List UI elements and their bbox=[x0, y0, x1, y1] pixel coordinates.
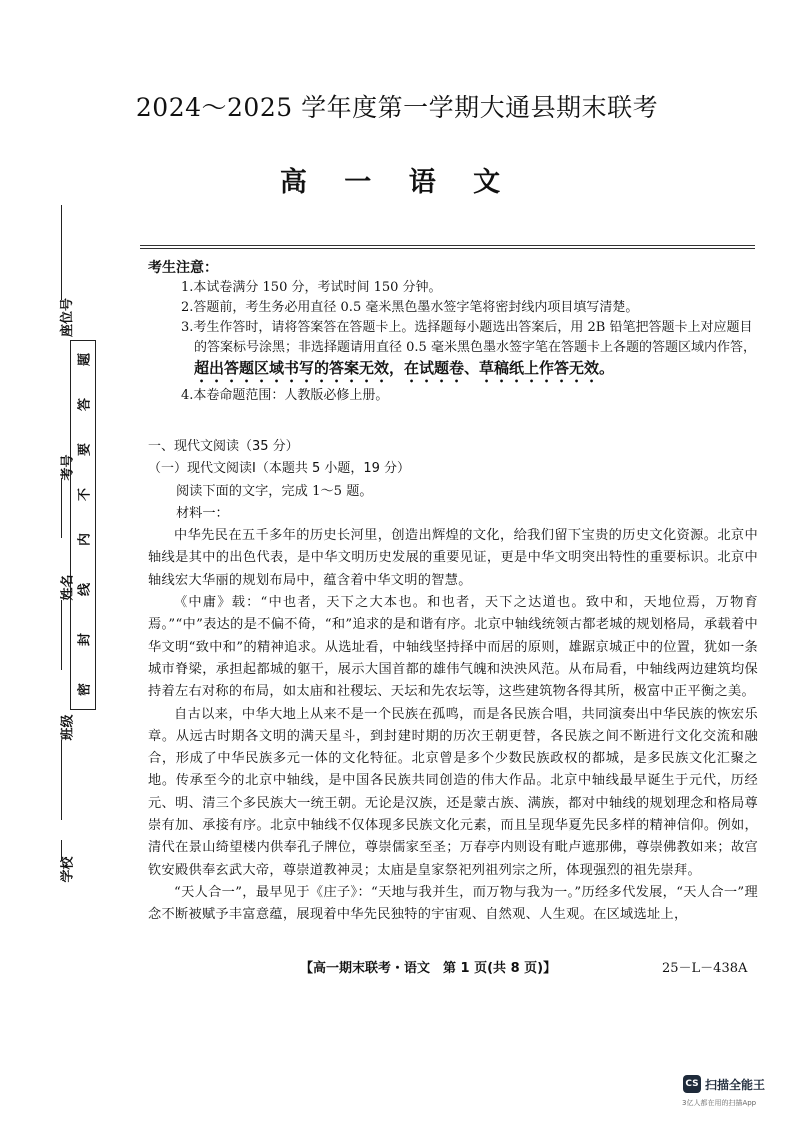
seal-char: 题 bbox=[77, 353, 93, 367]
seat-number-label: 座位号 bbox=[60, 297, 76, 338]
paragraph: 自古以来，中华大地上从来不是一个民族在孤鸣，而是各民族合唱，共同演奏出中华民族的恢宏乐章。从远古时期各文明的满天星斗，到封建时期的历次王朝更替，各民族之间不断进行文化交流和融合，形成了中华民族多元一体的文化特征。北京曾是多个少数民族政权的都城，是多民族文化汇聚之地。传承至今的北京中轴线，是中国各民族共同创造的伟大作品。北京中轴线最早诞生于元代，历经元、明、清三个多民族大一统王朝。无论是汉族，还是蒙古族、满族，都对中轴线的规划理念和格局尊崇有加、承接有序。北京中轴线不仅体现多民族文化元素，而且呈现华夏先民多样的精神信仰。例如，清代在景山绮望楼内供奉孔子牌位，尊崇儒家至圣；万春亭内则设有毗卢遮那佛，尊崇佛教如来；故宫钦安殿供奉玄武大帝，尊崇道教神灵；太庙是皇家祭祀列祖列宗之所，体现强烈的祖先崇拜。 bbox=[148, 706, 758, 878]
seal-char: 封 bbox=[77, 633, 93, 647]
scanner-app-name: 扫描全能王 bbox=[705, 1078, 766, 1092]
candidate-notice bbox=[148, 258, 758, 406]
paragraph: 中华先民在五千多年的历史长河里，创造出辉煌的文化，给我们留下宝贵的历史文化资源。北京中轴线是其中的出色代表，是中华文明历史发展的重要见证，更是中华文明突出特性的重要标识。北京中轴线宏大华丽的规划布局中，蕴含着中华文明的智慧。 bbox=[148, 528, 758, 588]
seat-number-line bbox=[61, 205, 62, 300]
name-line bbox=[61, 600, 62, 670]
seal-char: 答 bbox=[77, 398, 93, 412]
notice-item: 1.本试卷满分 150 分，考试时间 150 分钟。 bbox=[181, 280, 442, 295]
scanner-slogan: 3亿人都在用的扫描App bbox=[682, 1099, 757, 1107]
school-label: 学校 bbox=[60, 856, 76, 883]
class-label: 班级 bbox=[60, 714, 76, 741]
seal-char: 密 bbox=[77, 683, 93, 697]
notice-emphasis: 超出答题区域书写的答案无效，在试题卷、草稿纸上作答无效。 bbox=[194, 359, 615, 377]
seal-char: 要 bbox=[77, 443, 93, 457]
seal-char: 不 bbox=[77, 488, 93, 502]
paragraph: “天人合一”，最早见于《庄子》：“天地与我并生，而万物与我为一。”历经多代发展，“天人合一”理念不断被赋予丰富意蕴，展现着中华先民独特的宇宙观、自然观、人生观。在区域选址上， bbox=[148, 884, 758, 923]
scanner-logo-icon: CS bbox=[683, 1075, 701, 1093]
subsection-heading: （一）现代文阅读Ⅰ（本题共 5 小题，19 分） bbox=[148, 461, 411, 477]
subject-title: 高 一 语 文 bbox=[279, 167, 515, 198]
notice-item: 4.本卷命题范围：人教版必修上册。 bbox=[181, 388, 389, 403]
exam-number-label: 考号 bbox=[60, 454, 76, 481]
section-heading: 一、现代文阅读（35 分） bbox=[148, 439, 299, 454]
header-rule bbox=[140, 245, 755, 249]
seal-char: 线 bbox=[77, 583, 93, 597]
name-label: 姓名 bbox=[60, 574, 76, 601]
exam-number-line bbox=[61, 478, 62, 538]
class-line bbox=[61, 740, 62, 820]
paragraph: 《中庸》载：“中也者，天下之大本也。和也者，天下之达道也。致中和，天地位焉，万物育焉。”“中”表达的是不偏不倚，“和”追求的是和谐有序。北京中轴线统领古都老城的规划格局，承载着中华文明“致中和”的精神追求。从选址看，中轴线坚持择中而居的原则，雄踞京城正中的位置，犹如一条城市脊梁，承担起都城的躯干，展示大国首都的雄伟气魄和泱泱风范。从布局看，中轴线两边建筑均保持着左右对称的布局，如太庙和社稷坛、天坛和先农坛等，这些建筑物各得其所，极富中正平衡之美。 bbox=[148, 595, 758, 700]
material-label: 材料一： bbox=[176, 505, 229, 521]
paper-code: 25－L－438A bbox=[662, 961, 748, 976]
seal-char: 内 bbox=[77, 533, 93, 547]
instruction: 阅读下面的文字，完成 1～5 题。 bbox=[176, 483, 373, 499]
reading-section bbox=[148, 436, 758, 927]
notice-item-text: 3.考生作答时，请将答案答在答题卡上。选择题每小题选出答案后，用 2B 铅笔把答题卡上对应题目的答案标号涂黑；非选择题请用直径 0.5 毫米黑色墨水签字笔在答题卡上各题的答题区域内作答， bbox=[181, 320, 756, 355]
notice-item bbox=[148, 318, 758, 386]
exam-title: 2024～2025 学年度第一学期大通县期末联考 bbox=[135, 93, 659, 122]
notice-title: 考生注意： bbox=[148, 260, 218, 276]
notice-item: 2.答题前，考生务必用直径 0.5 毫米黑色墨水签字笔将密封线内项目填写清楚。 bbox=[181, 300, 639, 315]
page-footer: 【高一期末联考・语文 第 1 页(共 8 页)】 bbox=[300, 961, 557, 976]
